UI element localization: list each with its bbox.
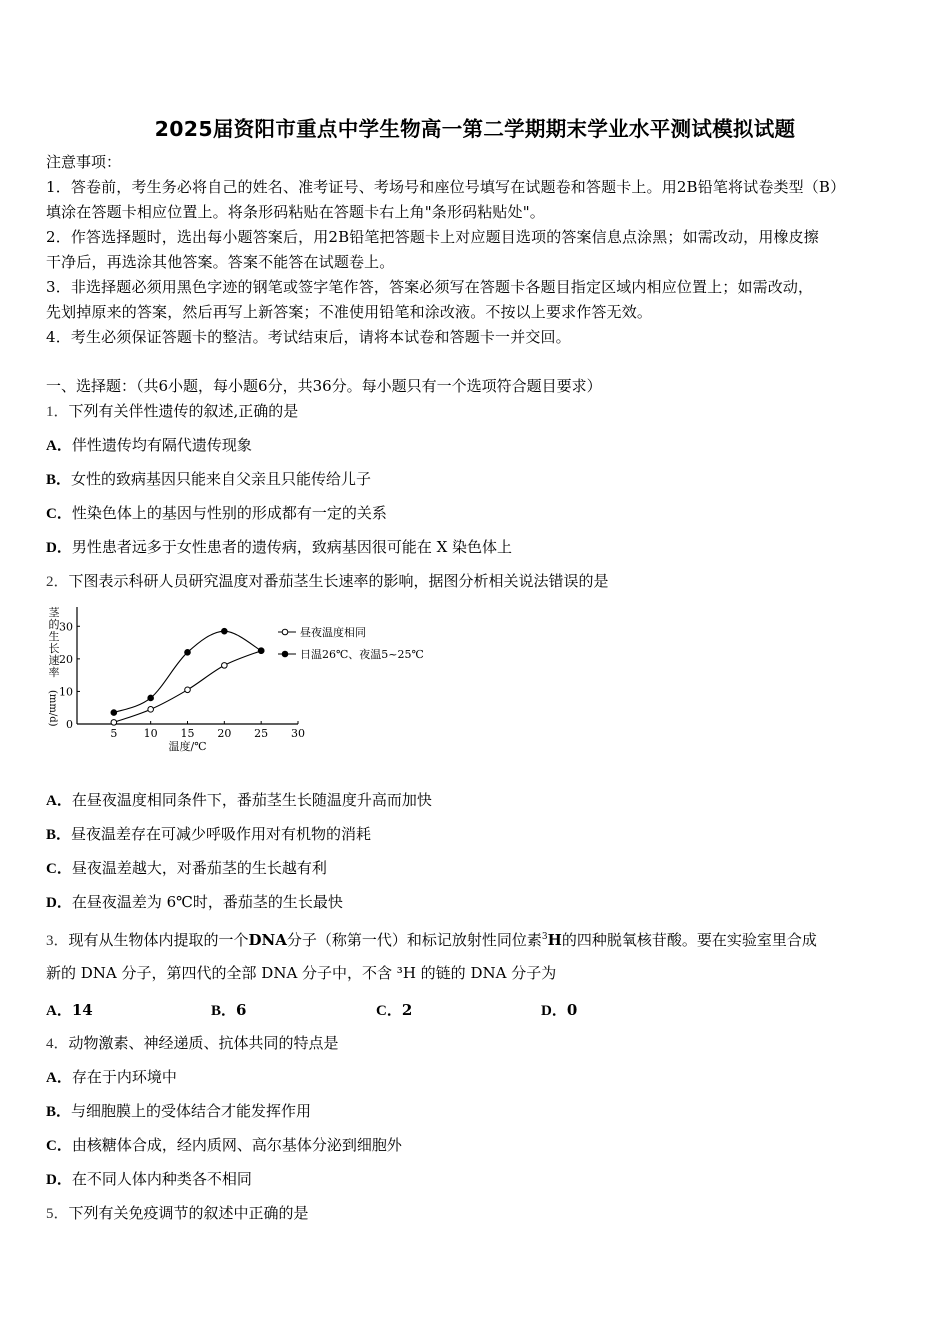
q2-option-c[interactable] bbox=[46, 858, 327, 879]
question-text: 现有从生物体内提取的一个 bbox=[68, 931, 249, 949]
option-text: 由核糖体合成，经内质网、高尔基体分泌到细胞外 bbox=[71, 1136, 402, 1154]
y-tick-label: 30 bbox=[59, 620, 73, 634]
option-text: 14 bbox=[71, 1001, 93, 1019]
option-label: A． bbox=[46, 438, 72, 454]
notice-line: 1．答卷前，考生务必将自己的姓名、准考证号、考场号和座位号填写在试题卷和答题卡上。用2B铅笔将试卷类型（B） bbox=[46, 178, 846, 196]
option-label: B． bbox=[46, 472, 72, 488]
legend-label: 日温26℃、夜温5~25℃ bbox=[300, 648, 424, 661]
q4-option-b[interactable] bbox=[46, 1101, 311, 1122]
question-2-stem bbox=[46, 571, 609, 592]
legend-marker bbox=[282, 651, 288, 657]
data-point bbox=[258, 648, 264, 654]
q1-option-c[interactable] bbox=[46, 503, 387, 524]
question-4-stem bbox=[46, 1033, 339, 1054]
notice-line: 填涂在答题卡相应位置上。将条形码粘贴在答题卡右上角"条形码粘贴处"。 bbox=[46, 203, 545, 221]
x-tick-label: 20 bbox=[217, 727, 232, 740]
q3-choice-a[interactable] bbox=[46, 999, 93, 1020]
data-point bbox=[222, 663, 228, 669]
option-label: C． bbox=[46, 861, 72, 877]
data-point bbox=[185, 687, 191, 693]
option-label: C． bbox=[46, 506, 72, 522]
q1-option-d[interactable] bbox=[46, 537, 512, 558]
question-text: 下列有关伴性遗传的叙述,正确的是 bbox=[68, 402, 299, 420]
notice-line: 3．非选择题必须用黑色字迹的钢笔或签字笔作答，答案必须写在答题卡各题目指定区域内相应位置上；如需改动， bbox=[46, 278, 814, 296]
option-text: 在不同人体内种类各不相同 bbox=[71, 1170, 252, 1188]
option-label: D． bbox=[46, 895, 72, 911]
option-text: 昼夜温差越大，对番茄茎的生长越有利 bbox=[71, 859, 327, 877]
question-text: 下列有关免疫调节的叙述中正确的是 bbox=[68, 1204, 309, 1222]
option-text: 2 bbox=[401, 1001, 413, 1019]
data-point bbox=[185, 650, 191, 656]
isotope-superscript: 3 bbox=[541, 932, 548, 942]
notice-line: 先划掉原来的答案，然后再写上新答案；不准使用铅笔和涂改液。不按以上要求作答无效。 bbox=[46, 303, 653, 321]
question-3-stem-continued: 新的 DNA 分子，第四代的全部 DNA 分子中，不含 ³H 的链的 DNA 分子为 bbox=[46, 964, 557, 982]
option-label: D． bbox=[541, 1003, 567, 1019]
legend-label: 昼夜温度相同 bbox=[300, 626, 366, 639]
q2-option-a[interactable] bbox=[46, 790, 432, 811]
option-text: 伴性遗传均有隔代遗传现象 bbox=[71, 436, 252, 454]
data-point bbox=[111, 710, 117, 716]
option-label: D． bbox=[46, 1172, 72, 1188]
option-text: 在昼夜温度相同条件下，番茄茎生长随温度升高而加快 bbox=[71, 791, 432, 809]
q1-option-a[interactable] bbox=[46, 435, 252, 456]
option-text: 女性的致病基因只能来自父亲且只能传给儿子 bbox=[71, 470, 372, 488]
legend-marker bbox=[282, 629, 288, 635]
q1-option-b[interactable] bbox=[46, 469, 371, 490]
option-text: 存在于内环境中 bbox=[71, 1068, 177, 1086]
q3-choice-b[interactable] bbox=[211, 999, 246, 1020]
y-tick-label: 10 bbox=[59, 685, 73, 699]
data-point bbox=[148, 695, 154, 701]
notice-line: 干净后，再选涂其他答案。答案不能答在试题卷上。 bbox=[46, 253, 395, 271]
q4-option-a[interactable] bbox=[46, 1067, 177, 1088]
data-point bbox=[111, 720, 117, 726]
question-number: 2． bbox=[46, 574, 69, 590]
question-text: 分子（称第一代）和标记放射性同位素 bbox=[286, 931, 542, 949]
page-title: 2025届资阳市重点中学生物高一第二学期期末学业水平测试模拟试题 bbox=[154, 117, 796, 141]
data-point bbox=[148, 707, 154, 713]
question-number: 3． bbox=[46, 933, 69, 949]
notice-heading: 注意事项： bbox=[46, 153, 122, 171]
y-axis-unit: (mm/d) bbox=[47, 690, 58, 727]
option-label: D． bbox=[46, 540, 72, 556]
growth-rate-chart bbox=[40, 602, 460, 762]
option-label: C． bbox=[46, 1138, 72, 1154]
y-axis-label-text: 茎的生长速率 bbox=[48, 606, 60, 679]
option-label: B． bbox=[211, 1003, 237, 1019]
q3-choice-d[interactable] bbox=[541, 999, 577, 1020]
notice-line: 2．作答选择题时，选出每小题答案后，用2B铅笔把答题卡上对应题目选项的答案信息点涂黑；如需改动，用橡皮擦 bbox=[46, 228, 819, 246]
option-label: B． bbox=[46, 827, 72, 843]
x-tick-label: 30 bbox=[291, 727, 305, 740]
notice-line: 4．考生必须保证答题卡的整洁。考试结束后，请将本试卷和答题卡一并交回。 bbox=[46, 328, 571, 346]
data-point bbox=[222, 628, 228, 634]
x-tick-label: 25 bbox=[254, 727, 269, 740]
question-number: 4． bbox=[46, 1036, 69, 1052]
option-label: C． bbox=[376, 1003, 402, 1019]
option-label: A． bbox=[46, 1003, 72, 1019]
question-number: 5． bbox=[46, 1206, 69, 1222]
option-label: A． bbox=[46, 793, 72, 809]
y-tick-label: 0 bbox=[66, 718, 73, 731]
question-text: 动物激素、神经递质、抗体共同的特点是 bbox=[68, 1034, 339, 1052]
option-text: 在昼夜温差为 6℃时，番茄茎的生长最快 bbox=[71, 893, 343, 911]
x-axis-label: 温度/℃ bbox=[168, 740, 207, 753]
option-text: 6 bbox=[236, 1001, 247, 1019]
isotope-symbol: H bbox=[547, 931, 562, 949]
option-label: A． bbox=[46, 1070, 72, 1086]
y-tick-label: 20 bbox=[59, 652, 73, 666]
option-text: 0 bbox=[566, 1001, 578, 1019]
q4-option-c[interactable] bbox=[46, 1135, 402, 1156]
x-tick-label: 5 bbox=[110, 727, 118, 740]
option-text: 性染色体上的基因与性别的形成都有一定的关系 bbox=[71, 504, 387, 522]
q2-option-b[interactable] bbox=[46, 824, 371, 845]
question-3-stem bbox=[46, 927, 817, 951]
question-number: 1． bbox=[46, 404, 69, 420]
option-label: B． bbox=[46, 1104, 72, 1120]
q2-option-d[interactable] bbox=[46, 892, 343, 913]
x-tick-label: 15 bbox=[180, 727, 195, 740]
question-1-stem bbox=[46, 401, 298, 422]
q3-choice-c[interactable] bbox=[376, 999, 412, 1020]
question-5-stem bbox=[46, 1203, 309, 1224]
question-text: 下图表示科研人员研究温度对番茄茎生长速率的影响，据图分析相关说法错误的是 bbox=[68, 572, 609, 590]
x-tick-label: 10 bbox=[143, 727, 158, 740]
section-heading: 一、选择题：（共6小题，每小题6分，共36分。每小题只有一个选项符合题目要求） bbox=[46, 377, 602, 395]
q4-option-d[interactable] bbox=[46, 1169, 252, 1190]
option-text: 昼夜温差存在可减少呼吸作用对有机物的消耗 bbox=[71, 825, 372, 843]
series-line-1 bbox=[114, 631, 261, 712]
option-text: 与细胞膜上的受体结合才能发挥作用 bbox=[71, 1102, 312, 1120]
question-text: 的四种脱氧核苷酸。要在实验室里合成 bbox=[561, 931, 817, 949]
option-text: 男性患者远多于女性患者的遗传病，致病基因很可能在 X 染色体上 bbox=[71, 538, 513, 556]
dna-term: DNA bbox=[248, 931, 287, 949]
